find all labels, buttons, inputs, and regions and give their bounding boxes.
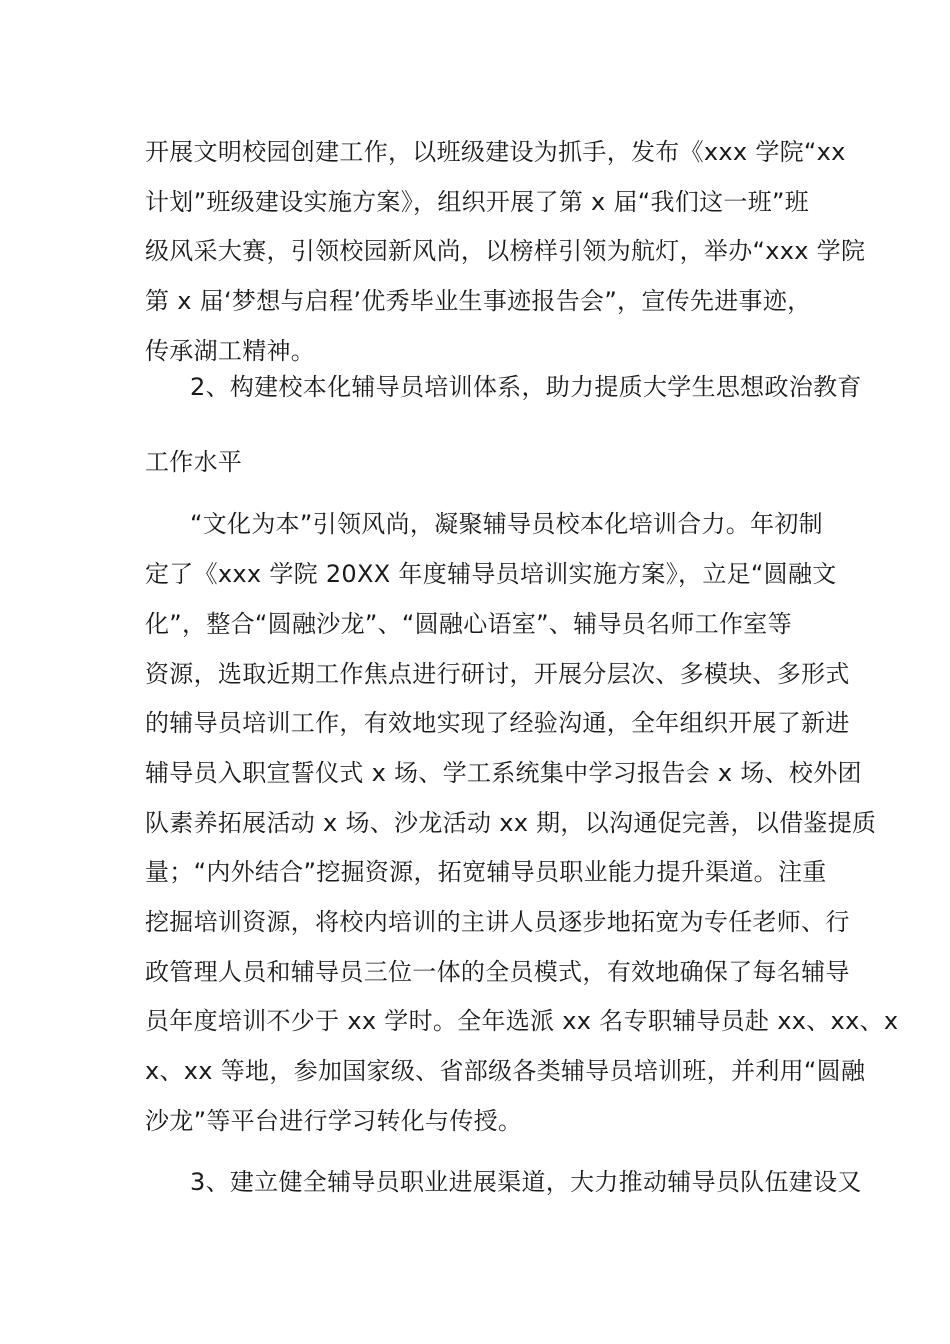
text-line-12: 的辅导员培训工作，有效地实现了经验沟通，全年组织开展了新进 <box>145 709 850 737</box>
text-line-18: 员年度培训不少于 xx 学时。全年选派 xx 名专职辅导员赴 xx、xx、x <box>145 1007 899 1035</box>
text-line-17: 政管理人员和辅导员三位一体的全员模式，有效地确保了每名辅导 <box>145 958 850 986</box>
text-line-9: 定了《xxx 学院 20XX 年度辅导员培训实施方案》，立足“圆融文 <box>145 560 837 588</box>
text-line-4: 第 x 届‘梦想与启程’优秀毕业生事迹报告会”，宣传先进事迹， <box>145 287 812 315</box>
text-line-11: 资源，选取近期工作焦点进行研讨，开展分层次、多模块、多形式 <box>145 660 850 688</box>
text-line-3: 级风采大赛，引领校园新风尚，以榜样引领为航灯，举办“xxx 学院 <box>145 237 866 265</box>
text-line-19: x、xx 等地，参加国家级、省部级各类辅导员培训班，并利用“圆融 <box>145 1057 866 1085</box>
text-line-16: 挖掘培训资源，将校内培训的主讲人员逐步地拓宽为专任老师、行 <box>145 908 850 936</box>
text-line-10: 化”，整合“圆融沙龙”、“圆融心语室”、辅导员名师工作室等 <box>145 610 792 638</box>
text-line-1: 开展文明校园创建工作，以班级建设为抓手，发布《xxx 学院“xx <box>145 138 846 166</box>
text-line-8: “文化为本”引领风尚，凝聚辅导员校本化培训合力。年初制 <box>190 510 823 538</box>
text-line-20: 沙龙”等平台进行学习转化与传授。 <box>145 1107 523 1135</box>
text-line-13: 辅导员入职宣誓仪式 x 场、学工系统集中学习报告会 x 场、校外团 <box>145 759 862 787</box>
section-heading-2-line-1: 2、构建校本化辅导员培训体系，助力提质大学生思想政治教育 <box>190 373 862 401</box>
text-line-2: 计划”班级建设实施方案》，组织开展了第 x 届“我们这一班”班 <box>145 188 810 216</box>
section-heading-2-line-2: 工作水平 <box>145 448 243 476</box>
section-heading-3-line-1: 3、建立健全辅导员职业进展渠道，大力推动辅导员队伍建设又 <box>190 1168 862 1196</box>
text-line-15: 量；“内外结合”挖掘资源，拓宽辅导员职业能力提升渠道。注重 <box>145 858 827 886</box>
text-line-14: 队素养拓展活动 x 场、沙龙活动 xx 期，以沟通促完善，以借鉴提质 <box>145 809 877 837</box>
text-line-5: 传承湖工精神。 <box>145 337 316 365</box>
